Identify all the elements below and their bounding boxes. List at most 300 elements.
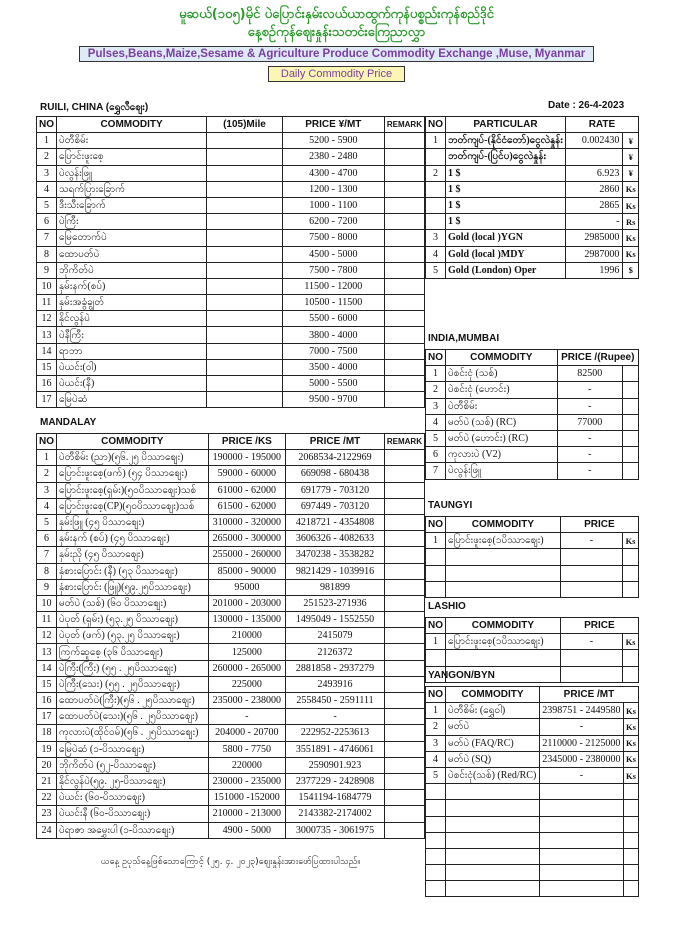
cell-empty <box>623 463 639 479</box>
yangon-title: YANGON/BYN <box>428 670 495 681</box>
cell-mt: 2590901.923 <box>286 757 385 773</box>
cell-name: နှမ်းညို (၄၅ ပိဿာစျေး) <box>57 547 209 563</box>
cell-no: 1 <box>37 133 57 149</box>
cell-ks: 255000 - 260000 <box>208 547 286 563</box>
cell-unit: ¥ <box>623 133 639 149</box>
cell-name: မတ်ပဲ <box>446 719 540 735</box>
cell-mt: 4218721 - 4354808 <box>286 514 385 530</box>
cell-no: 9 <box>37 579 57 595</box>
cell-name: ပြောင်းဖူးစေ့(၁ပိဿာစျေး) <box>446 634 561 650</box>
table-row <box>37 644 425 660</box>
cell-price: 7500 - 8000 <box>282 230 384 246</box>
cell-mt: 2881858 - 2937279 <box>286 660 385 676</box>
taungyi-table <box>425 516 639 598</box>
table-row <box>426 703 639 719</box>
lashio-col-no: NO <box>426 618 446 634</box>
table-row <box>37 295 425 311</box>
cell-empty <box>384 392 424 408</box>
table-row <box>37 466 425 482</box>
cell-name: ပဲယင်းနီ (၆၀-ပိဿာစျေး) <box>57 806 209 822</box>
cell-empty <box>560 565 622 581</box>
cell-unit: Ks <box>623 197 639 213</box>
mandalay-col-remark: REMARK <box>384 434 424 450</box>
cell-price: 3800 - 4000 <box>282 327 384 343</box>
cell-empty <box>207 181 283 197</box>
cell-no: 1 <box>426 133 446 149</box>
cell-name: ပြောင်းဖူးစေ့(ဖက်) (၅၄ ပိဿာစျေး) <box>57 466 209 482</box>
cell-empty <box>623 650 639 666</box>
table-row <box>426 447 639 463</box>
cell-name: ပဲတီစိမ်း <box>446 398 558 414</box>
cell-price: 5000 - 5500 <box>282 376 384 392</box>
cell-name: ရာဘာ <box>57 343 207 359</box>
cell-empty <box>384 278 424 294</box>
table-row <box>37 230 425 246</box>
table-row <box>426 533 639 549</box>
cell-mt: 669098 - 680438 <box>286 466 385 482</box>
cell-ks: 4900 - 5000 <box>208 822 286 838</box>
cell-name: ပဲကြီး <box>57 214 207 230</box>
cell-unit: Ks <box>623 719 638 735</box>
cell-empty <box>384 757 424 773</box>
cell-empty <box>384 197 424 213</box>
cell-name: နှံစားပြောင်း (ဖြူ)(၅၉.၂၅ပိဿာစျေး) <box>57 579 209 595</box>
cell-no: 17 <box>37 392 57 408</box>
subtitle-banner: Pulses,Beans,Maize,Sesame & Agriculture Produce Commodity Exchange ,Muse, Myanmar <box>79 46 594 62</box>
cell-unit: $ <box>623 262 639 278</box>
table-row <box>37 482 425 498</box>
cell-empty <box>384 595 424 611</box>
cell-price: 9500 - 9700 <box>282 392 384 408</box>
cell-no: 7 <box>37 230 57 246</box>
lashio-col-commodity: COMMODITY <box>446 618 561 634</box>
cell-name: Gold (London) Oper <box>446 262 566 278</box>
table-row <box>37 579 425 595</box>
table-row-empty <box>426 848 639 864</box>
cell-empty <box>446 784 540 800</box>
cell-name: ကြက်ဆူစေ့ (၃၆ ပိဿာစျေး) <box>57 644 209 660</box>
cell-ks: 260000 - 265000 <box>208 660 286 676</box>
cell-empty <box>384 676 424 692</box>
cell-price: 4500 - 5000 <box>282 246 384 262</box>
cell-empty <box>539 865 623 881</box>
cell-name: ပဲပုတ် (ဖက်) (၅၃.၂၅ ပိဿာစျေး) <box>57 628 209 644</box>
cell-no: 1 <box>426 634 446 650</box>
lashio-title: LASHIO <box>428 601 466 612</box>
table-row <box>426 751 639 767</box>
cell-empty <box>207 327 283 343</box>
ruili-col-remark: REMARK <box>384 117 424 133</box>
cell-mt: 2377229 - 2428908 <box>286 773 385 789</box>
cell-empty <box>207 311 283 327</box>
cell-no: 1 <box>426 703 446 719</box>
cell-ks: 235000 - 238000 <box>208 693 286 709</box>
table-row-empty <box>426 549 639 565</box>
table-row <box>37 392 425 408</box>
table-row <box>426 165 639 181</box>
cell-no: 16 <box>37 693 57 709</box>
cell-no: 4 <box>426 246 446 262</box>
cell-mt: 2126372 <box>286 644 385 660</box>
title-line-2: နေ့စဉ်ကုန်စျေးနှုန်းသတင်းကြေညာလွှာ <box>247 25 426 40</box>
cell-empty <box>207 214 283 230</box>
table-row-empty <box>426 881 639 897</box>
table-row <box>37 311 425 327</box>
table-row <box>37 376 425 392</box>
cell-no: 11 <box>37 612 57 628</box>
cell-mt: 9821429 - 1039916 <box>286 563 385 579</box>
table-row-empty <box>426 832 639 848</box>
cell-no: 22 <box>37 790 57 806</box>
cell-empty <box>384 741 424 757</box>
mumbai-table <box>425 349 639 480</box>
cell-name: 1 $ <box>446 197 566 213</box>
cell-no: 14 <box>37 660 57 676</box>
cell-mt: 2415079 <box>286 628 385 644</box>
cell-price: 3500 - 4000 <box>282 359 384 375</box>
table-row <box>37 563 425 579</box>
cell-no: 10 <box>37 278 57 294</box>
mandalay-header-row <box>37 434 425 450</box>
table-row <box>37 709 425 725</box>
cell-name: ပဲပုတ် (ရှမ်း) (၅၃.၂၅ ပိဿာစျေး) <box>57 612 209 628</box>
cell-mt: 697449 - 703120 <box>286 498 385 514</box>
cell-empty <box>560 650 622 666</box>
cell-empty <box>426 650 446 666</box>
cell-empty <box>207 197 283 213</box>
cell-empty <box>384 343 424 359</box>
table-row <box>426 230 639 246</box>
lashio-header-row <box>426 618 639 634</box>
cell-empty <box>207 149 283 165</box>
cell-name: ထောပတ်ပဲ <box>57 246 207 262</box>
cell-empty <box>623 832 638 848</box>
cell-name: မတ်ပဲ (ဟောင်း) (RC) <box>446 430 558 446</box>
cell-ks: 61500 - 62000 <box>208 498 286 514</box>
mandalay-footer-note: ယနေ့ ဥပုသ်နေ့ဖြစ်သောကြောင့် (၂၅. ၄. ၂၀၂၃)စျေးနှုန်းအားဖော်ပြထားပါသည်။ <box>100 857 361 867</box>
cell-ks: 204000 - 20700 <box>208 725 286 741</box>
cell-empty <box>426 565 446 581</box>
cell-empty <box>384 262 424 278</box>
cell-mt: 2143382-2174002 <box>286 806 385 822</box>
cell-no: 5 <box>426 262 446 278</box>
cell-rate: 2860 <box>565 181 623 197</box>
cell-empty <box>426 816 446 832</box>
cell-mt: 2558450 - 2591111 <box>286 693 385 709</box>
cell-unit: ¥ <box>623 165 639 181</box>
cell-ks: 95000 <box>208 579 286 595</box>
cell-unit: Ks <box>623 634 639 650</box>
cell-name: မတ်ပဲ (SQ) <box>446 751 540 767</box>
table-row <box>37 246 425 262</box>
cell-name: မြေတောက်ပဲ <box>57 230 207 246</box>
cell-name: ပဲစင်းငုံ(သစ်) (Red/RC) <box>446 767 540 783</box>
cell-no: 6 <box>37 531 57 547</box>
cell-ks: - <box>208 709 286 725</box>
cell-price: 7500 - 7800 <box>282 262 384 278</box>
cell-ks: 61000 - 62000 <box>208 482 286 498</box>
table-row <box>37 327 425 343</box>
cell-empty <box>384 693 424 709</box>
cell-price: 1200 - 1300 <box>282 181 384 197</box>
cell-name: ပြောင်းဖူးစေ့ <box>57 149 207 165</box>
table-row <box>426 382 639 398</box>
cell-price: 1000 - 1100 <box>282 197 384 213</box>
cell-unit: Ks <box>623 703 638 719</box>
table-row <box>37 806 425 822</box>
cell-name: သရက်ပြားခြောက် <box>57 181 207 197</box>
lashio-col-price: PRICE <box>560 618 638 634</box>
cell-empty <box>207 230 283 246</box>
taungyi-col-no: NO <box>426 517 446 533</box>
cell-no: 1 <box>37 450 57 466</box>
table-row <box>426 719 639 735</box>
cell-empty <box>384 531 424 547</box>
ruili-header-row <box>37 117 425 133</box>
cell-empty <box>384 327 424 343</box>
table-row <box>37 612 425 628</box>
cell-name: ဒီးသီးခြောက် <box>57 197 207 213</box>
cell-no: 2 <box>37 149 57 165</box>
cell-name: Gold (local )MDY <box>446 246 566 262</box>
cell-empty <box>384 660 424 676</box>
cell-price: - <box>539 719 623 735</box>
cell-empty <box>623 816 638 832</box>
yangon-header-row <box>426 687 639 703</box>
cell-empty <box>207 165 283 181</box>
cell-empty <box>426 848 446 864</box>
yangon-table <box>425 686 639 897</box>
cell-no: 5 <box>426 767 446 783</box>
cell-no <box>426 197 446 213</box>
table-row <box>37 628 425 644</box>
mumbai-col-price: PRICE /(Rupee) <box>557 350 638 366</box>
cell-name: 1 $ <box>446 214 566 230</box>
cell-empty <box>207 359 283 375</box>
cell-rate: - <box>565 214 623 230</box>
cell-empty <box>560 581 622 597</box>
cell-empty <box>623 581 639 597</box>
daily-price-banner: Daily Commodity Price <box>268 66 405 82</box>
cell-no: 4 <box>37 181 57 197</box>
table-row-empty <box>426 816 639 832</box>
cell-rate: 0.002430 <box>565 133 623 149</box>
table-row <box>426 463 639 479</box>
cell-ks: 5800 - 7750 <box>208 741 286 757</box>
cell-no: 7 <box>426 463 446 479</box>
yangon-col-no: NO <box>426 687 446 703</box>
cell-ks: 201000 - 203000 <box>208 595 286 611</box>
cell-empty <box>384 822 424 838</box>
taungyi-body <box>426 533 639 598</box>
table-row <box>426 133 639 149</box>
cell-mt: 2068534-2122969 <box>286 450 385 466</box>
cell-empty <box>384 806 424 822</box>
taungyi-header-row <box>426 517 639 533</box>
table-row <box>37 197 425 213</box>
cell-name: ပဲတီစိမ်း <box>57 133 207 149</box>
cell-ks: 220000 <box>208 757 286 773</box>
ruili-col-no: NO <box>37 117 57 133</box>
cell-empty <box>623 800 638 816</box>
cell-name: ကုလားပဲ (V2) <box>446 447 558 463</box>
table-row <box>37 343 425 359</box>
cell-empty <box>384 359 424 375</box>
cell-price: - <box>557 463 623 479</box>
table-row-empty <box>426 565 639 581</box>
cell-name: ပဲယင်း (၆၀-ပိဿာစျေး) <box>57 790 209 806</box>
cell-empty <box>384 376 424 392</box>
cell-name: နှမ်းနက် (စပ်) (၄၅ ပိဿာစျေး) <box>57 531 209 547</box>
rates-col-no: NO <box>426 117 446 133</box>
cell-empty <box>384 450 424 466</box>
mumbai-title: INDIA,MUMBAI <box>428 333 500 344</box>
cell-no: 3 <box>37 165 57 181</box>
cell-empty <box>384 579 424 595</box>
ruili-col-mile: (105)Mile <box>207 117 283 133</box>
cell-no: 9 <box>37 262 57 278</box>
cell-empty <box>446 650 561 666</box>
ruili-col-price: PRICE ¥/MT <box>282 117 384 133</box>
cell-price: 2345000 - 2380000 <box>539 751 623 767</box>
cell-price: - <box>557 398 623 414</box>
table-row <box>37 165 425 181</box>
table-row <box>426 246 639 262</box>
cell-empty <box>207 262 283 278</box>
cell-price: 7000 - 7500 <box>282 343 384 359</box>
table-row <box>426 735 639 751</box>
cell-rate <box>565 149 623 165</box>
table-row <box>37 773 425 789</box>
table-row <box>426 262 639 278</box>
cell-ks: 151000 -152000 <box>208 790 286 806</box>
mandalay-table <box>36 433 425 839</box>
cell-rate: 6.923 <box>565 165 623 181</box>
cell-empty <box>623 565 639 581</box>
table-row <box>37 790 425 806</box>
cell-unit: Rs <box>623 214 639 230</box>
cell-name: ပဲရာဇာ အမွှေးပါ (၁-ပိဿာစျေး) <box>57 822 209 838</box>
cell-no: 5 <box>37 197 57 213</box>
mandalay-title: MANDALAY <box>40 417 97 428</box>
cell-name: နှမ်းအခွံချွတ် <box>57 295 207 311</box>
cell-empty <box>384 514 424 530</box>
cell-empty <box>384 311 424 327</box>
table-row-empty <box>426 865 639 881</box>
cell-mt: 691779 - 703120 <box>286 482 385 498</box>
cell-price: 5500 - 6000 <box>282 311 384 327</box>
cell-name: မြေပဲဆံ (၁-ပိဿာစျေး) <box>57 741 209 757</box>
cell-no: 1 <box>426 366 446 382</box>
cell-mt: 222952-2253613 <box>286 725 385 741</box>
cell-no: 18 <box>37 725 57 741</box>
cell-empty <box>446 865 540 881</box>
rates-col-particular: PARTICULAR <box>446 117 566 133</box>
cell-no: 14 <box>37 343 57 359</box>
cell-empty <box>207 392 283 408</box>
cell-rate: 2985000 <box>565 230 623 246</box>
table-row <box>37 757 425 773</box>
cell-no: 6 <box>37 214 57 230</box>
cell-unit: Ks <box>623 181 639 197</box>
cell-empty <box>384 295 424 311</box>
cell-name: မတ်ပဲ (သစ်) (၆၀ ပိဿာစျေး) <box>57 595 209 611</box>
cell-empty <box>623 784 638 800</box>
table-row <box>426 197 639 213</box>
cell-no <box>426 214 446 230</box>
cell-empty <box>207 295 283 311</box>
cell-price: 2398751 - 2449580 <box>539 703 623 719</box>
cell-unit: ¥ <box>623 149 639 165</box>
cell-no: 17 <box>37 709 57 725</box>
cell-empty <box>539 816 623 832</box>
cell-empty <box>426 800 446 816</box>
cell-unit: Ks <box>623 735 638 751</box>
cell-empty <box>207 278 283 294</box>
cell-empty <box>623 848 638 864</box>
report-date: Date : 26-4-2023 <box>548 100 625 111</box>
cell-empty <box>446 848 540 864</box>
table-row <box>37 133 425 149</box>
cell-name: ကုလားပဲ(ထိုင်ဝမ်)(၅၆ . ၂၅ပိဿာစျေး) <box>57 725 209 741</box>
table-row <box>426 366 639 382</box>
cell-price: 11500 - 12000 <box>282 278 384 294</box>
cell-name: နှမ်းဖြူ (၄၅ ပိဿာစျေး) <box>57 514 209 530</box>
cell-empty <box>384 466 424 482</box>
cell-empty <box>539 848 623 864</box>
cell-price: 10500 - 11500 <box>282 295 384 311</box>
cell-no <box>426 149 446 165</box>
cell-empty <box>446 816 540 832</box>
cell-empty <box>446 565 561 581</box>
table-row <box>37 741 425 757</box>
table-row-empty <box>426 784 639 800</box>
cell-no: 15 <box>37 359 57 375</box>
cell-empty <box>384 133 424 149</box>
table-row-empty <box>426 650 639 666</box>
cell-no: 5 <box>426 430 446 446</box>
table-row <box>426 398 639 414</box>
cell-ks: 125000 <box>208 644 286 660</box>
cell-no: 13 <box>37 327 57 343</box>
ruili-table <box>36 116 425 408</box>
cell-empty <box>446 581 561 597</box>
cell-no: 15 <box>37 676 57 692</box>
ruili-col-commodity: COMMODITY <box>57 117 207 133</box>
rates-header-row <box>426 117 639 133</box>
cell-empty <box>623 447 639 463</box>
table-row <box>426 149 639 165</box>
mumbai-col-no: NO <box>426 350 446 366</box>
table-row <box>37 676 425 692</box>
cell-empty <box>384 230 424 246</box>
cell-empty <box>446 800 540 816</box>
cell-mt: 2493916 <box>286 676 385 692</box>
table-row <box>37 531 425 547</box>
cell-ks: 310000 - 320000 <box>208 514 286 530</box>
cell-name: ထောပတ်ပဲ(သေး)(၅၆ . ၂၅ပိဿာစျေး) <box>57 709 209 725</box>
yangon-col-price: PRICE /MT <box>539 687 638 703</box>
table-row <box>37 278 425 294</box>
cell-ks: 225000 <box>208 676 286 692</box>
cell-name: ဘိုကိတ်ပဲ (၅၂-ပိဿာစျေး) <box>57 757 209 773</box>
cell-ks: 190000 - 195000 <box>208 450 286 466</box>
cell-empty <box>446 881 540 897</box>
cell-empty <box>623 398 639 414</box>
cell-empty <box>384 181 424 197</box>
table-row <box>37 181 425 197</box>
cell-no: 2 <box>426 719 446 735</box>
